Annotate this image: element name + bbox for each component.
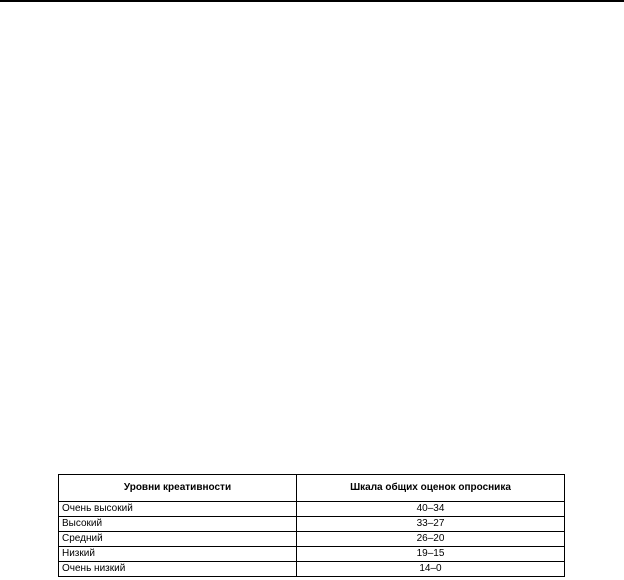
score-cell: 40–34 bbox=[297, 502, 565, 517]
score-cell: 14–0 bbox=[297, 562, 565, 577]
table-row bbox=[59, 517, 565, 532]
header-creativity-levels: Уровни креативности bbox=[59, 475, 297, 502]
creativity-levels-table bbox=[58, 474, 565, 577]
score-cell: 19–15 bbox=[297, 547, 565, 562]
level-cell: Высокий bbox=[59, 517, 297, 532]
level-cell: Низкий bbox=[59, 547, 297, 562]
score-cell: 33–27 bbox=[297, 517, 565, 532]
level-cell: Очень низкий bbox=[59, 562, 297, 577]
level-cell: Очень высокий bbox=[59, 502, 297, 517]
table-row bbox=[59, 547, 565, 562]
level-cell: Средний bbox=[59, 532, 297, 547]
table-row bbox=[59, 532, 565, 547]
top-rule bbox=[0, 0, 624, 2]
table-header-row bbox=[59, 475, 565, 502]
table-row bbox=[59, 562, 565, 577]
score-cell: 26–20 bbox=[297, 532, 565, 547]
header-score-scale: Шкала общих оценок опросника bbox=[297, 475, 565, 502]
table-row bbox=[59, 502, 565, 517]
